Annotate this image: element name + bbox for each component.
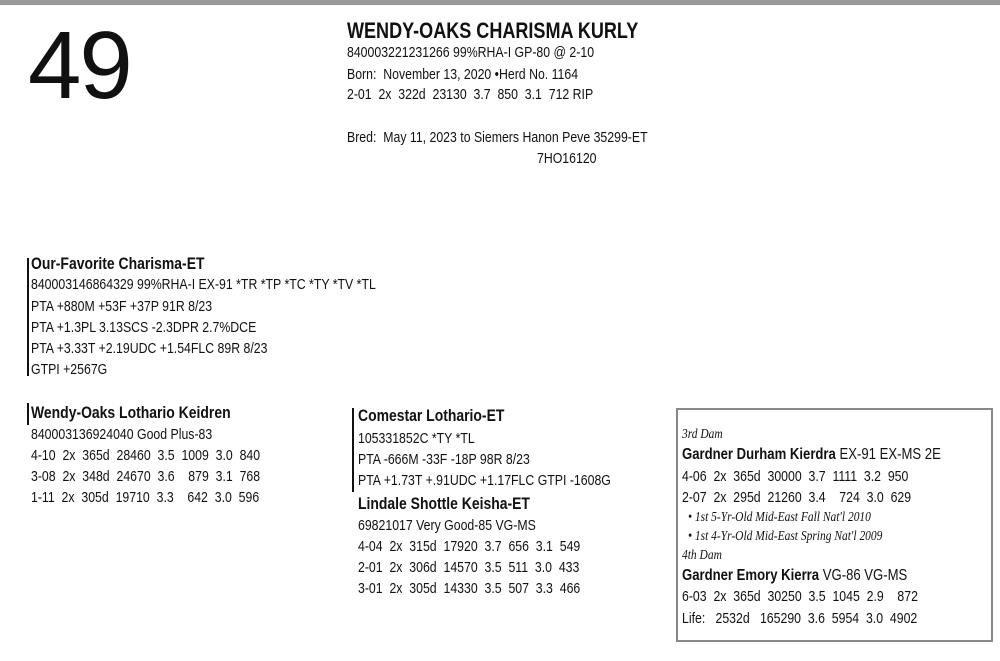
fourth-dam-score: VG-86 VG-MS [819, 567, 908, 584]
grandsire-line: 105331852C *TY *TL [358, 430, 475, 447]
bred-service-code: 7HO16120 [537, 150, 597, 167]
sire-name: Our-Favorite Charisma-ET [31, 254, 205, 273]
dam-line: 840003136924040 Good Plus-83 [31, 426, 213, 443]
fourth-dam-name: Gardner Emory Kierra [682, 567, 820, 584]
dam-line: 4-10 2x 365d 28460 3.5 1009 3.0 840 [31, 447, 261, 464]
sire-line: GTPI +2567G [31, 361, 108, 378]
third-dam-score: EX-91 EX-MS 2E [835, 446, 941, 463]
dam-line: 3-08 2x 348d 24670 3.6 879 3.1 768 [31, 468, 261, 485]
sire-line: PTA +880M +53F +37P 91R 8/23 [31, 298, 213, 315]
granddam-line: 3-01 2x 305d 14330 3.5 507 3.3 466 [358, 580, 581, 597]
animal-born-line: Born: November 13, 2020 •Herd No. 1164 [347, 66, 579, 83]
granddam-name: Lindale Shottle Keisha-ET [358, 494, 530, 513]
sire-line: PTA +3.33T +2.19UDC +1.54FLC 89R 8/23 [31, 340, 268, 357]
third-dam-award: • 1st 4-Yr-Old Mid-East Spring Nat'l 2009 [688, 529, 883, 544]
dam-name: Wendy-Oaks Lothario Keidren [31, 403, 231, 422]
third-dam-line: 4-06 2x 365d 30000 3.7 1111 3.2 950 [682, 468, 909, 485]
animal-reg-line: 840003221231266 99%RHA-I GP-80 @ 2-10 [347, 44, 595, 61]
lot-number: 49 [28, 12, 131, 119]
animal-record: 2-01 2x 322d 23130 3.7 850 3.1 712 RIP [347, 86, 594, 103]
sire-line: 840003146864329 99%RHA-I EX-91 *TR *TP *TC *TY *TV *TL [31, 276, 376, 293]
bred-line: Bred: May 11, 2023 to Siemers Hanon Peve 35299-ET [347, 129, 648, 146]
grandsire-name: Comestar Lothario-ET [358, 406, 505, 425]
granddam-line: 2-01 2x 306d 14570 3.5 511 3.0 433 [358, 559, 580, 576]
fourth-dam-heading: 4th Dam [682, 548, 722, 563]
third-dam-heading: 3rd Dam [682, 427, 723, 442]
fourth-dam-title [682, 566, 957, 586]
fourth-dam-line: Life: 2532d 165290 3.6 5954 3.0 4902 [682, 610, 918, 627]
sire-line: PTA +1.3PL 3.13SCS -2.3DPR 2.7%DCE [31, 319, 257, 336]
third-dam-award: • 1st 5-Yr-Old Mid-East Fall Nat'l 2010 [688, 510, 871, 525]
animal-name: WENDY-OAKS CHARISMA KURLY [347, 18, 639, 43]
grandsire-bracket [352, 408, 354, 492]
sire-bracket [27, 258, 29, 376]
granddam-line: 4-04 2x 315d 17920 3.7 656 3.1 549 [358, 538, 581, 555]
dam-bracket [27, 403, 29, 425]
grandsire-line: PTA +1.73T +.91UDC +1.17FLC GTPI -1608G [358, 472, 611, 489]
grandsire-line: PTA -666M -33F -18P 98R 8/23 [358, 451, 530, 468]
dam-line: 1-11 2x 305d 19710 3.3 642 3.0 596 [31, 489, 260, 506]
ancestor-box [676, 408, 993, 642]
third-dam-line: 2-07 2x 295d 21260 3.4 724 3.0 629 [682, 489, 912, 506]
top-rule [0, 0, 1000, 5]
third-dam-name: Gardner Durham Kierdra [682, 446, 836, 463]
third-dam-title [682, 445, 998, 465]
fourth-dam-line: 6-03 2x 365d 30250 3.5 1045 2.9 872 [682, 588, 918, 605]
granddam-line: 69821017 Very Good-85 VG-MS [358, 517, 536, 534]
